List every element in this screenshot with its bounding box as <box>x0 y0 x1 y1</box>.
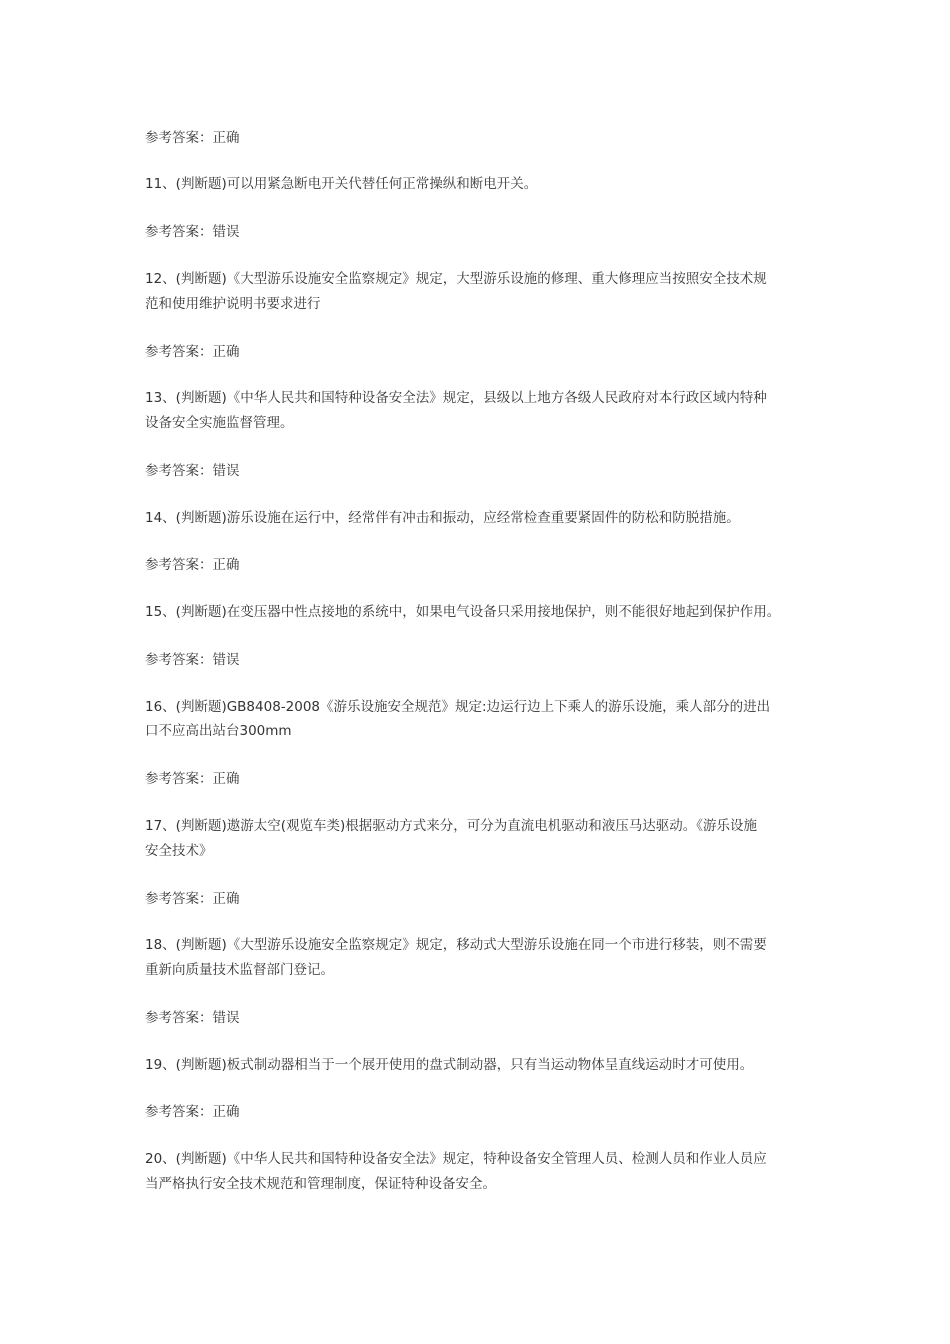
answer-line: 参考答案：正确 <box>145 891 240 907</box>
answer-line: 参考答案：错误 <box>145 463 240 479</box>
answer-line: 参考答案：正确 <box>145 771 240 787</box>
question-12-cont: 范和使用维护说明书要求进行 <box>145 296 321 312</box>
question-17: 17、(判断题)遨游太空(观览车类)根据驱动方式来分，可分为直流电机驱动和液压马达驱动。《游乐设施 <box>145 818 757 834</box>
question-12: 12、(判断题)《大型游乐设施安全监察规定》规定，大型游乐设施的修理、重大修理应当按照安全技术规 <box>145 271 767 287</box>
question-13-cont: 设备安全实施监督管理。 <box>145 415 294 431</box>
question-18-cont: 重新向质量技术监督部门登记。 <box>145 962 334 978</box>
question-16-cont: 口不应高出站台300mm <box>145 723 292 739</box>
answer-line: 参考答案：错误 <box>145 652 240 668</box>
answer-line: 参考答案：正确 <box>145 344 240 360</box>
answer-line: 参考答案：错误 <box>145 1010 240 1026</box>
question-11: 11、(判断题)可以用紧急断电开关代替任何正常操纵和断电开关。 <box>145 176 538 192</box>
answer-line: 参考答案：正确 <box>145 557 240 573</box>
answer-line: 参考答案：错误 <box>145 224 240 240</box>
answer-line: 参考答案：正确 <box>145 130 240 146</box>
question-13: 13、(判断题)《中华人民共和国特种设备安全法》规定，县级以上地方各级人民政府对本行政区域内特种 <box>145 390 767 406</box>
question-15: 15、(判断题)在变压器中性点接地的系统中，如果电气设备只采用接地保护，则不能很好地起到保护作用。 <box>145 604 781 620</box>
question-20-cont: 当严格执行安全技术规范和管理制度，保证特种设备安全。 <box>145 1176 496 1192</box>
question-19: 19、(判断题)板式制动器相当于一个展开使用的盘式制动器，只有当运动物体呈直线运动时才可使用。 <box>145 1057 754 1073</box>
question-18: 18、(判断题)《大型游乐设施安全监察规定》规定，移动式大型游乐设施在同一个市进行移装，则不需要 <box>145 937 767 953</box>
question-17-cont: 安全技术》 <box>145 843 213 859</box>
question-20: 20、(判断题)《中华人民共和国特种设备安全法》规定，特种设备安全管理人员、检测人员和作业人员应 <box>145 1151 767 1167</box>
answer-line: 参考答案：正确 <box>145 1104 240 1120</box>
question-14: 14、(判断题)游乐设施在运行中，经常伴有冲击和振动，应经常检查重要紧固件的防松和防脱措施。 <box>145 510 740 526</box>
question-16: 16、(判断题)GB8408-2008《游乐设施安全规范》规定:边运行边上下乘人的游乐设施，乘人部分的进出 <box>145 699 771 715</box>
